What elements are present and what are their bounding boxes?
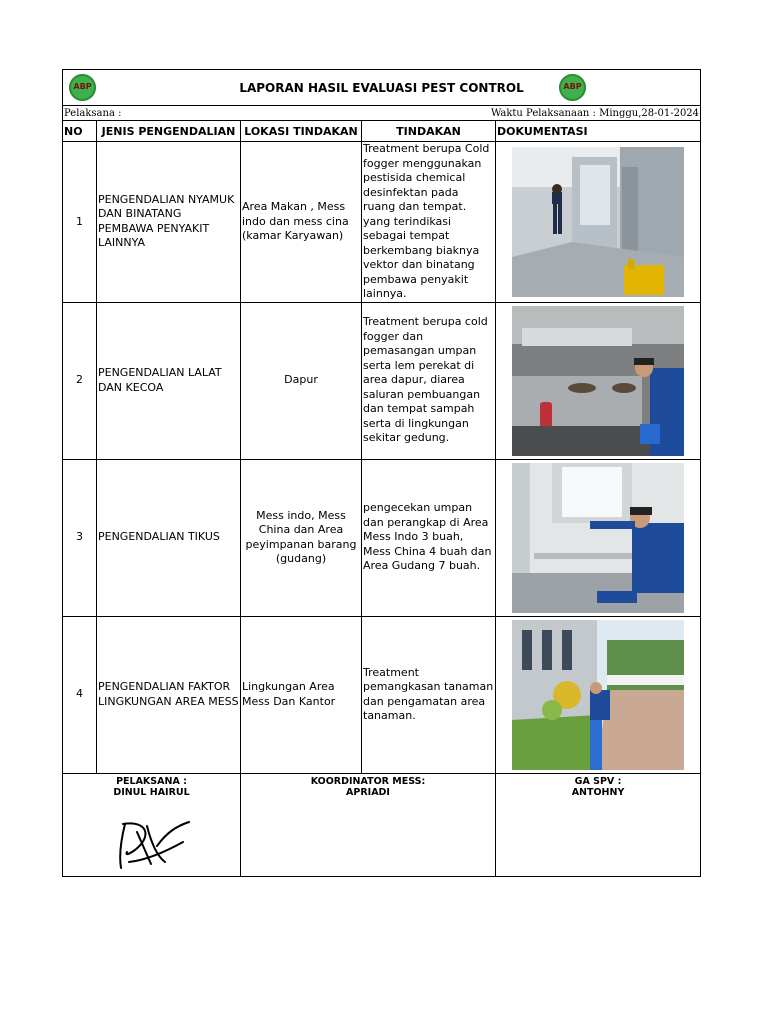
signature-name: APRIADI	[346, 786, 390, 798]
row-dokumentasi	[496, 616, 701, 773]
row-no: 2	[63, 302, 97, 459]
row-jenis: PENGENDALIAN FAKTOR LINGKUNGAN AREA MESS	[97, 616, 241, 773]
report-sheet	[62, 69, 700, 877]
col-header-tindakan: TINDAKAN	[362, 121, 496, 142]
photo-kitchen-fogging	[512, 306, 684, 456]
row-lokasi: Area Makan , Mess indo dan mess cina (kamar Karyawan)	[241, 142, 362, 303]
signature-ga-spv	[496, 773, 701, 876]
signature-role: KOORDINATOR MESS:	[310, 775, 426, 787]
table-row	[63, 616, 701, 773]
signature-role: GA SPV :	[574, 775, 622, 787]
row-jenis: PENGENDALIAN NYAMUK DAN BINATANG PEMBAWA PENYAKIT LAINNYA	[97, 142, 241, 303]
signature-role: PELAKSANA :	[116, 775, 187, 787]
row-tindakan: Treatment berupa cold fogger dan pemasangan umpan serta lem perekat di area dapur, diarea saluran pembuangan dan tempat sampah serta di lingkungan sekitar gedung.	[362, 302, 496, 459]
row-tindakan: pengecekan umpan dan perangkap di Area Mess Indo 3 buah, Mess China 4 buah dan Area Gudang 7 buah.	[362, 459, 496, 616]
row-dokumentasi	[496, 142, 701, 303]
signature-name: ANTOHNY	[571, 786, 625, 798]
signature-pelaksana	[63, 773, 241, 876]
photo-fogging-room	[512, 147, 684, 297]
col-header-lokasi: LOKASI TINDAKAN	[241, 121, 362, 142]
row-no: 1	[63, 142, 97, 303]
col-header-no: NO	[63, 121, 97, 142]
row-no: 3	[63, 459, 97, 616]
row-jenis: PENGENDALIAN LALAT DAN KECOA	[97, 302, 241, 459]
handwritten-signature	[107, 812, 197, 872]
pelaksana-label: Pelaksana :	[63, 106, 362, 121]
photo-rat-trap-check	[512, 463, 684, 613]
col-header-dokumentasi: DOKUMENTASI	[496, 121, 701, 142]
col-header-jenis: JENIS PENGENDALIAN	[97, 121, 241, 142]
table-row	[63, 142, 701, 303]
report-title: LAPORAN HASIL EVALUASI PEST CONTROL	[239, 80, 524, 95]
photo-garden-pruning	[512, 620, 684, 770]
row-dokumentasi	[496, 302, 701, 459]
row-no: 4	[63, 616, 97, 773]
row-lokasi: Lingkungan Area Mess Dan Kantor	[241, 616, 362, 773]
table-row	[63, 302, 701, 459]
row-tindakan: Treatment berupa Cold fogger menggunakan pestisida chemical desinfektan pada ruang dan tempat. yang terindikasi sebagai tempat berkembang biaknya vektor dan binatang pembawa penyakit lainnya.	[362, 142, 496, 303]
waktu-pelaksanaan: Waktu Pelaksanaan : Minggu,28-01-2024	[362, 106, 701, 121]
row-dokumentasi	[496, 459, 701, 616]
row-tindakan: Treatment pemangkasan tanaman dan pengamatan area tanaman.	[362, 616, 496, 773]
abp-logo-icon: ABP	[559, 74, 586, 101]
signature-name: DINUL HAIRUL	[113, 786, 190, 798]
report-title-cell	[63, 70, 701, 106]
row-lokasi: Dapur	[241, 302, 362, 459]
abp-logo-icon: ABP	[69, 74, 96, 101]
signature-koordinator	[241, 773, 496, 876]
table-row	[63, 459, 701, 616]
row-jenis: PENGENDALIAN TIKUS	[97, 459, 241, 616]
row-lokasi: Mess indo, Mess China dan Area peyimpanan barang (gudang)	[241, 459, 362, 616]
report-table	[62, 69, 701, 877]
